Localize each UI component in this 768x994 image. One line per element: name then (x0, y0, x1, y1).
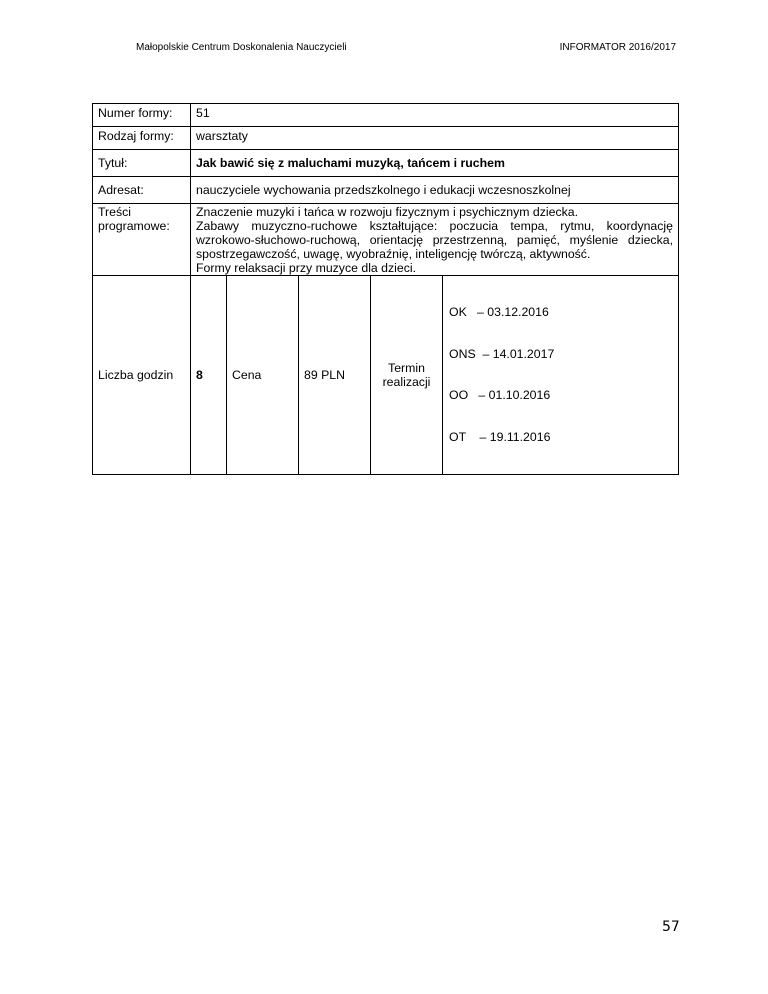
termin-ok: OK – 03.12.2016 (449, 305, 549, 319)
header-institution: Małopolskie Centrum Doskonalenia Nauczycieli (136, 42, 347, 53)
tresci-line-3: Formy relaksacji przy muzyce dla dzieci. (196, 261, 417, 275)
adresat-label: Adresat: (93, 177, 191, 204)
tresci-line-1: Znaczenie muzyki i tańca w rozwoju fizycznym i psychicznym dziecka. (196, 205, 579, 219)
rodzaj-formy-label: Rodzaj formy: (93, 127, 191, 150)
row-tytul (93, 150, 679, 177)
row-tresci-programowe (93, 204, 679, 276)
row-adresat (93, 177, 679, 204)
course-form-table (92, 103, 679, 475)
liczba-godzin-label: Liczba godzin (93, 276, 191, 475)
row-liczba-godzin (93, 276, 679, 475)
tytul-label: Tytuł: (93, 150, 191, 177)
numer-formy-value: 51 (191, 104, 679, 127)
tresci-label: Treści programowe: (93, 204, 191, 276)
liczba-godzin-value: 8 (191, 276, 227, 475)
cena-value: 89 PLN (299, 276, 371, 475)
termin-oo: OO – 01.10.2016 (449, 388, 551, 402)
rodzaj-formy-value: warsztaty (191, 127, 679, 150)
row-rodzaj-formy (93, 127, 679, 150)
cena-label: Cena (227, 276, 299, 475)
termin-ot: OT – 19.11.2016 (449, 429, 551, 444)
termin-ons: ONS – 14.01.2017 (449, 346, 555, 361)
terminy-list (443, 276, 679, 475)
adresat-value: nauczyciele wychowania przedszkolnego i edukacji wczesnoszkolnej (191, 177, 679, 204)
termin-label: Termin realizacji (371, 276, 443, 475)
tresci-line-2: Zabawy muzyczno-ruchowe kształtujące: poczucia tempa, rytmu, koordynację wzrokowo-słuchowo-ruchową, orientację przestrzenną, pamięć, myślenie dziecka, spostrzegawczość, uwagę, wyobraźnię, inteligencję twórczą, aktywność. (196, 219, 673, 261)
page-number: 57 (662, 919, 680, 935)
numer-formy-label: Numer formy: (93, 104, 191, 127)
tresci-value (191, 204, 679, 276)
tytul-value: Jak bawić się z maluchami muzyką, tańcem i ruchem (191, 150, 679, 177)
header-informator: INFORMATOR 2016/2017 (559, 42, 676, 53)
row-numer-formy (93, 104, 679, 127)
